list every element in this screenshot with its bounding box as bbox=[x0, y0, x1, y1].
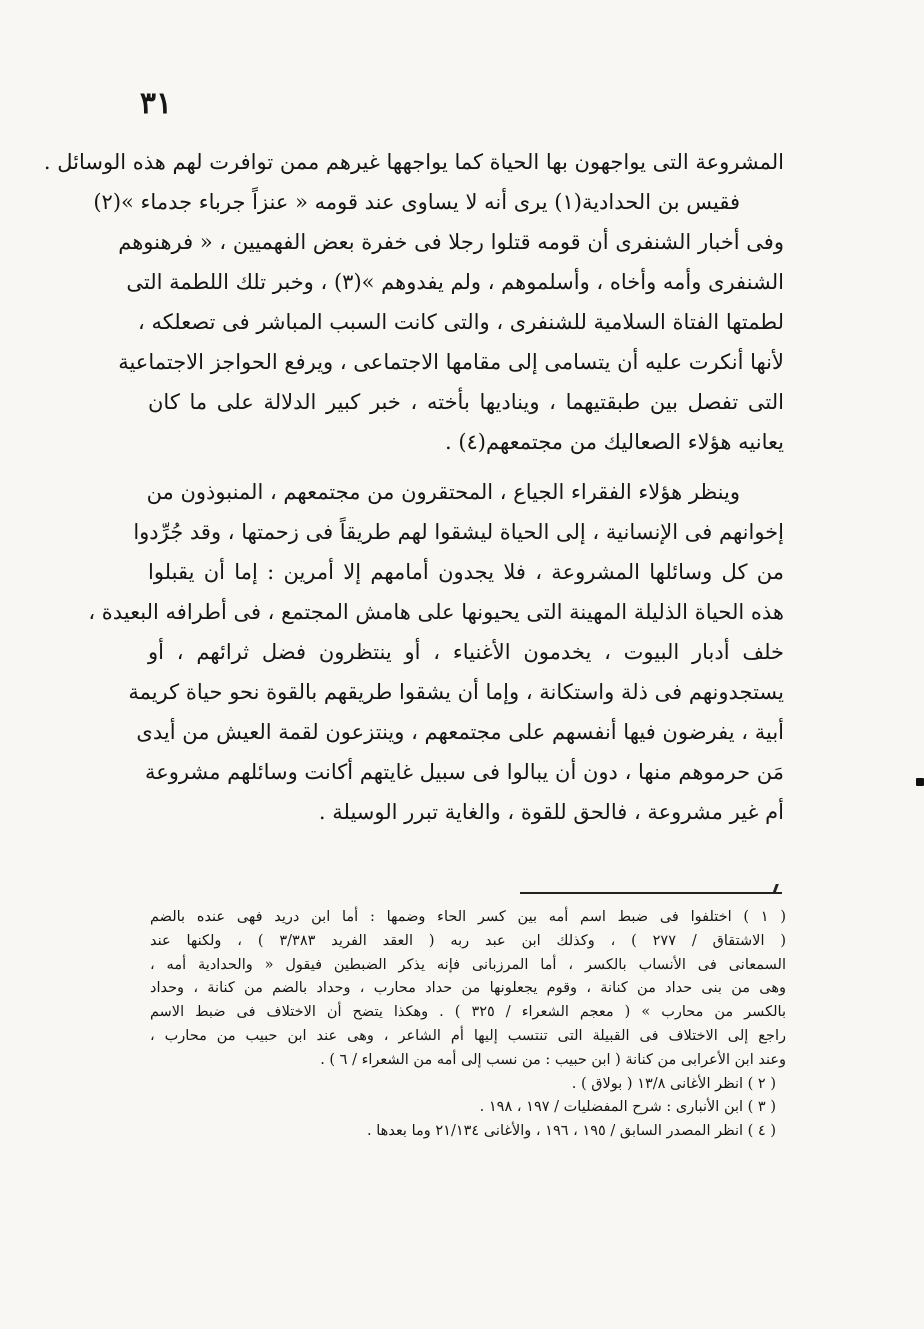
footnote-separator bbox=[520, 892, 782, 894]
body-line: وفى أخبار الشنفرى أن قومه قتلوا رجلا فى خفرة بعض الفهميين ، « فرهنوهم bbox=[118, 230, 784, 254]
page-number: ٣١ bbox=[139, 86, 173, 121]
body-line: يستجدونهم فى ذلة واستكانة ، وإما أن يشقوا طريقهم بالقوة نحو حياة كريمة bbox=[128, 680, 784, 704]
footnote-line: ( ٤ ) انظر المصدر السابق / ١٩٥ ، ١٩٦ ، والأغانى ٢١/١٣٤ وما بعدها . bbox=[367, 1123, 776, 1140]
body-line: هذه الحياة الذليلة المهينة التى يحيونها على هامش المجتمع ، فى أطرافه البعيدة ، bbox=[88, 600, 784, 624]
footnote-line: بالكسر من محارب » ( معجم الشعراء / ٣٢٥ ) . وهكذا يتضح أن الاختلاف فى ضبط الاسم bbox=[150, 1004, 787, 1021]
body-line: وينظر هؤلاء الفقراء الجياع ، المحتقرون من مجتمعهم ، المنبوذون من bbox=[146, 480, 740, 504]
body-line: خلف أدبار البيوت ، يخدمون الأغنياء ، أو ينتظرون فضل ثرائهم ، أو bbox=[148, 640, 784, 664]
footnote-line: ( ٣ ) ابن الأنبارى : شرح المفضليات / ١٩٧ ، ١٩٨ . bbox=[479, 1099, 776, 1116]
footnote-line: راجع إلى الاختلاف فى القبيلة التى تنتسب إليها أم الشاعر ، وهى عند ابن حبيب من محارب ، bbox=[150, 1027, 786, 1044]
margin-mark bbox=[916, 778, 924, 786]
body-line: مَن حرموهم منها ، دون أن يبالوا فى سبيل غايتهم أكانت وسائلهم مشروعة bbox=[144, 760, 784, 784]
body-line: إخوانهم فى الإنسانية ، إلى الحياة ليشقوا لهم طريقاً فى زحمتها ، وقد جُرِّدوا bbox=[133, 520, 784, 544]
footnotes bbox=[150, 906, 786, 1144]
body-line: أم غير مشروعة ، فالحق للقوة ، والغاية تبرر الوسيلة . bbox=[318, 800, 784, 824]
body-line: أبية ، يفرضون فيها أنفسهم على مجتمعهم ، وينتزعون لقمة العيش من أيدى bbox=[136, 720, 784, 744]
body-line: فقيس بن الحدادية(١) يرى أنه لا يساوى عند قومه « عنزاً جرباء جدماء »(٢) bbox=[93, 190, 740, 214]
footnote-line: وهى من بنى حداد من كنانة ، وقوم يجعلونها من حداد محارب ، وحداد بالضم من كنانة ، وحداد bbox=[150, 980, 786, 997]
body-line: التى تفصل بين طبقتيهما ، ويناديها بأخته ، خبر كبير الدلالة على ما كان bbox=[148, 390, 784, 414]
footnote-line: ( الاشتقاق / ٢٧٧ ) ، وكذلك ابن عبد ربه ( العقد الفريد ٣/٣٨٣ ) ، ولكنها عند bbox=[150, 932, 786, 949]
footnote-line: وعند ابن الأعرابى من كنانة ( ابن حبيب : من نسب إلى أمه من الشعراء / ٦ ) . bbox=[320, 1051, 786, 1068]
footnote-line: السمعانى فى الأنساب بالكسر ، أما المرزبانى فإنه يذكر الضبطين فيقول « والحدادية أمه ، bbox=[150, 956, 786, 973]
body-text bbox=[43, 142, 784, 832]
body-line: من كل وسائلها المشروعة ، فلا يجدون أمامهم إلا أمرين : إما أن يقبلوا bbox=[148, 560, 784, 584]
body-line: لطمتها الفتاة السلامية للشنفرى ، والتى كانت السبب المباشر فى تصعلكه ، bbox=[138, 310, 784, 334]
footnote-line: ( ٢ ) انظر الأغانى ١٣/٨ ( بولاق ) . bbox=[571, 1075, 776, 1092]
body-line: المشروعة التى يواجهون بها الحياة كما يواجهها غيرهم ممن توافرت لهم هذه الوسائل . bbox=[43, 150, 784, 174]
body-line: لأنها أنكرت عليه أن يتسامى إلى مقامها الاجتماعى ، ويرفع الحواجز الاجتماعية bbox=[118, 350, 784, 374]
body-line: يعانيه هؤلاء الصعاليك من مجتمعهم(٤) . bbox=[444, 430, 784, 454]
body-line: الشنفرى وأمه وأخاه ، وأسلموهم ، ولم يفدوهم »(٣) ، وخبر تلك اللطمة التى bbox=[126, 270, 784, 294]
footnote-line: ( ١ ) اختلفوا فى ضبط اسم أمه بين كسر الحاء وضمها : أما ابن دريد فهى عنده بالضم bbox=[150, 909, 786, 925]
paragraph-gap bbox=[148, 462, 784, 472]
